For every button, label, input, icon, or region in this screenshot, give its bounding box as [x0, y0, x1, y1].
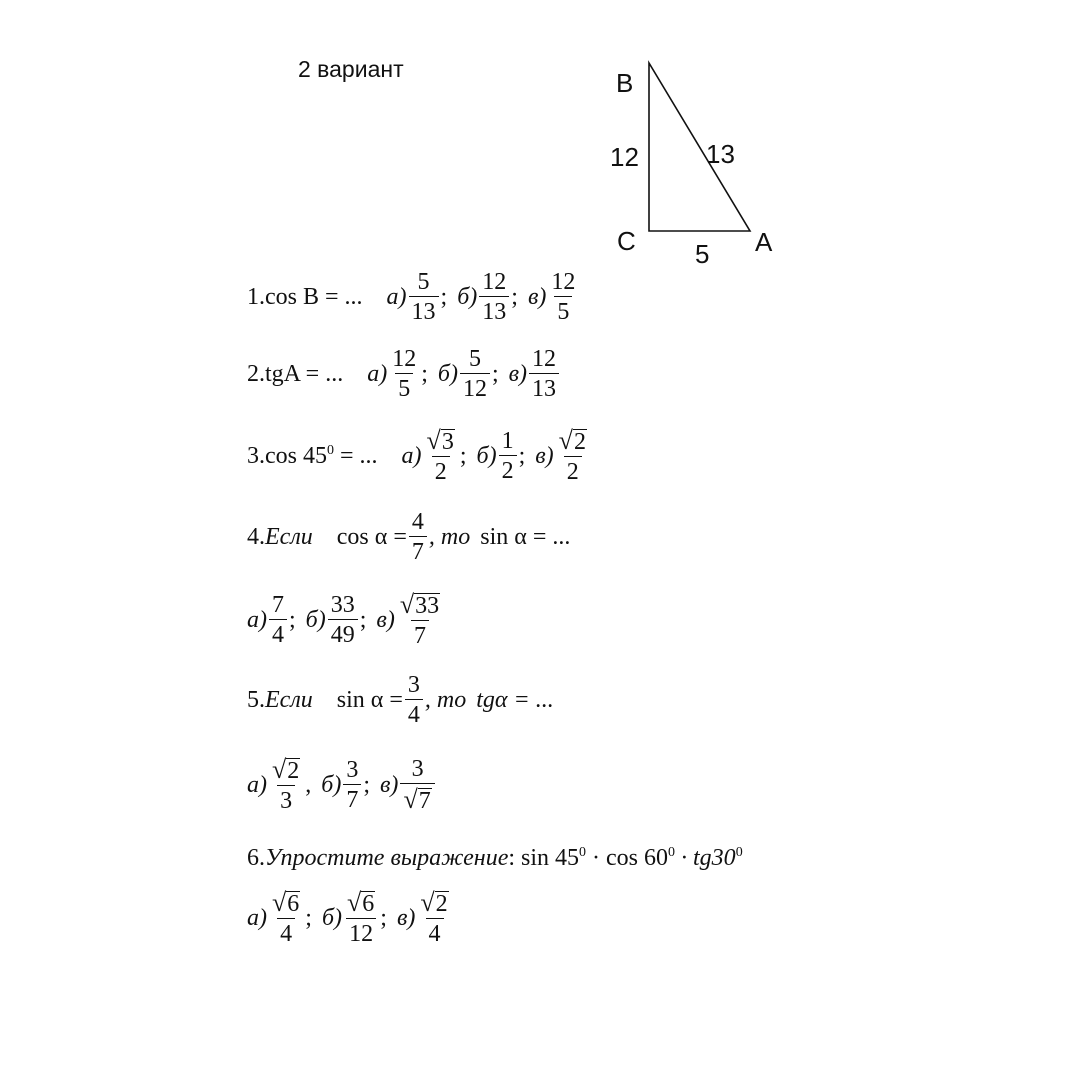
variant-title: 2 вариант	[298, 56, 404, 82]
q6-option-c: √ 2 4	[420, 888, 448, 947]
q6-option-a-label: а)	[247, 905, 267, 931]
q3-option-a: √ 3 2	[426, 426, 454, 485]
q3-option-b: $\frac{1}{2}$	[499, 429, 517, 483]
q6-text: Упростите выражение	[265, 845, 509, 871]
q5-then: , то	[424, 687, 467, 713]
q4-option-a-label: а)	[247, 607, 267, 633]
q2-prompt: 2.tgA = ...	[247, 361, 344, 387]
q4-then: , то	[428, 524, 471, 550]
q4-option-c: √ 33 7	[399, 590, 440, 649]
q4-cos: cos α =	[336, 524, 407, 550]
q3-prompt: 3.cos $45^0$ = ...	[247, 443, 378, 469]
q6-expression: : $\sin 45^0 \cdot \cos 60^0 \cdot tg30^0$	[508, 845, 743, 871]
side-ca-label: 5	[695, 239, 710, 265]
q4-option-b-label: б)	[305, 607, 326, 633]
q3-option-c: √ 2 2	[558, 426, 586, 485]
q4-option-c-label: в)	[376, 607, 395, 633]
vertex-b-label: B	[616, 68, 634, 98]
q3-option-c-label: в)	[535, 443, 554, 469]
vertex-c-label: C	[617, 226, 636, 256]
q2-option-a: $\frac{12}{5}$	[392, 346, 417, 402]
question-2: 2.tgA = ... а) $\frac{12}{5}$ ; б) $\frac{5}{12}$ ; в) $\frac{12}{13}$	[247, 347, 561, 401]
q5-option-c: 3 √ 7	[400, 757, 434, 813]
q1-option-b: $\frac{12}{13}$	[479, 270, 509, 324]
q1-option-c: $\frac{12}{5}$	[551, 269, 576, 325]
q2-option-b-label: б)	[437, 361, 458, 387]
q4-option-a: $\frac{7}{4}$	[269, 593, 287, 647]
q5-if: Если	[265, 687, 313, 713]
q1-option-c-label: в)	[527, 284, 547, 310]
q5-given-fraction: $\frac{3}{4}$	[405, 673, 423, 727]
question-6-options: а) √ 6 4 ; б) √ 6 12 ; в) √ 2 4	[247, 890, 454, 946]
q1-prompt: 1.cos B = ...	[247, 284, 363, 310]
question-6: 6. Упростите выражение : $\sin 45^0 \cdot \cos 60^0 \cdot tg30^0$	[247, 845, 743, 871]
q4-option-b: $\frac{33}{49}$	[328, 593, 358, 647]
vertex-a-label: A	[755, 227, 773, 257]
question-5-options: а) √ 2 3 , б) $\frac{3}{7}$ ; в) 3 √ 7	[247, 757, 437, 813]
triangle-diagram	[600, 55, 800, 265]
q6-option-c-label: в)	[396, 905, 416, 931]
question-1: 1.cos B = ... а) $\frac{5}{13}$ ; б) $\frac{12}{13}$ ; в) $\frac{12}{5}$	[247, 270, 580, 324]
q3-option-b-label: б)	[476, 443, 497, 469]
q2-option-c-label: в)	[508, 361, 528, 387]
q5-option-b: $\frac{3}{7}$	[343, 758, 361, 812]
q1-option-a: $\frac{5}{13}$	[409, 270, 439, 324]
q2-option-c: $\frac{12}{13}$	[529, 347, 559, 401]
question-4-options: а) $\frac{7}{4}$ ; б) $\frac{33}{49}$ ; в) √ 33 7	[247, 592, 445, 648]
q5-sin: sin α =	[336, 687, 403, 713]
q6-option-b-label: б)	[321, 905, 343, 931]
q2-option-b: $\frac{5}{12}$	[460, 347, 490, 401]
question-4: 4. Если cos α = $\frac{4}{7}$ , то sin α = ...	[247, 509, 571, 565]
q5-option-c-label: в)	[380, 772, 399, 798]
q2-option-a-label: а)	[367, 361, 388, 387]
q6-option-a: √ 6 4	[272, 888, 300, 947]
side-bc-label: 12	[610, 142, 639, 172]
q4-if: Если	[265, 524, 313, 550]
q5-option-a: √ 2 3	[272, 755, 300, 814]
q1-option-b-label: б)	[457, 284, 478, 310]
q4-given-fraction: $\frac{4}{7}$	[409, 510, 427, 564]
q6-option-b: √ 6 12	[347, 888, 375, 947]
q4-sin: sin α = ...	[480, 524, 571, 550]
q5-option-a-label: а)	[247, 772, 267, 798]
q3-option-a-label: а)	[401, 443, 422, 469]
q1-option-a-label: а)	[386, 284, 407, 310]
q5-tg: tgα = ...	[476, 687, 554, 713]
question-5: 5. Если sin α = $\frac{3}{4}$ , то tgα = ...	[247, 672, 554, 728]
q5-option-b-label: б)	[321, 772, 342, 798]
side-ab-label: 13	[706, 139, 735, 169]
question-3: 3.cos $45^0$ = ... а) √ 3 2 ; б) $\frac{1}{2}$ ; в) √ 2 2	[247, 428, 592, 484]
